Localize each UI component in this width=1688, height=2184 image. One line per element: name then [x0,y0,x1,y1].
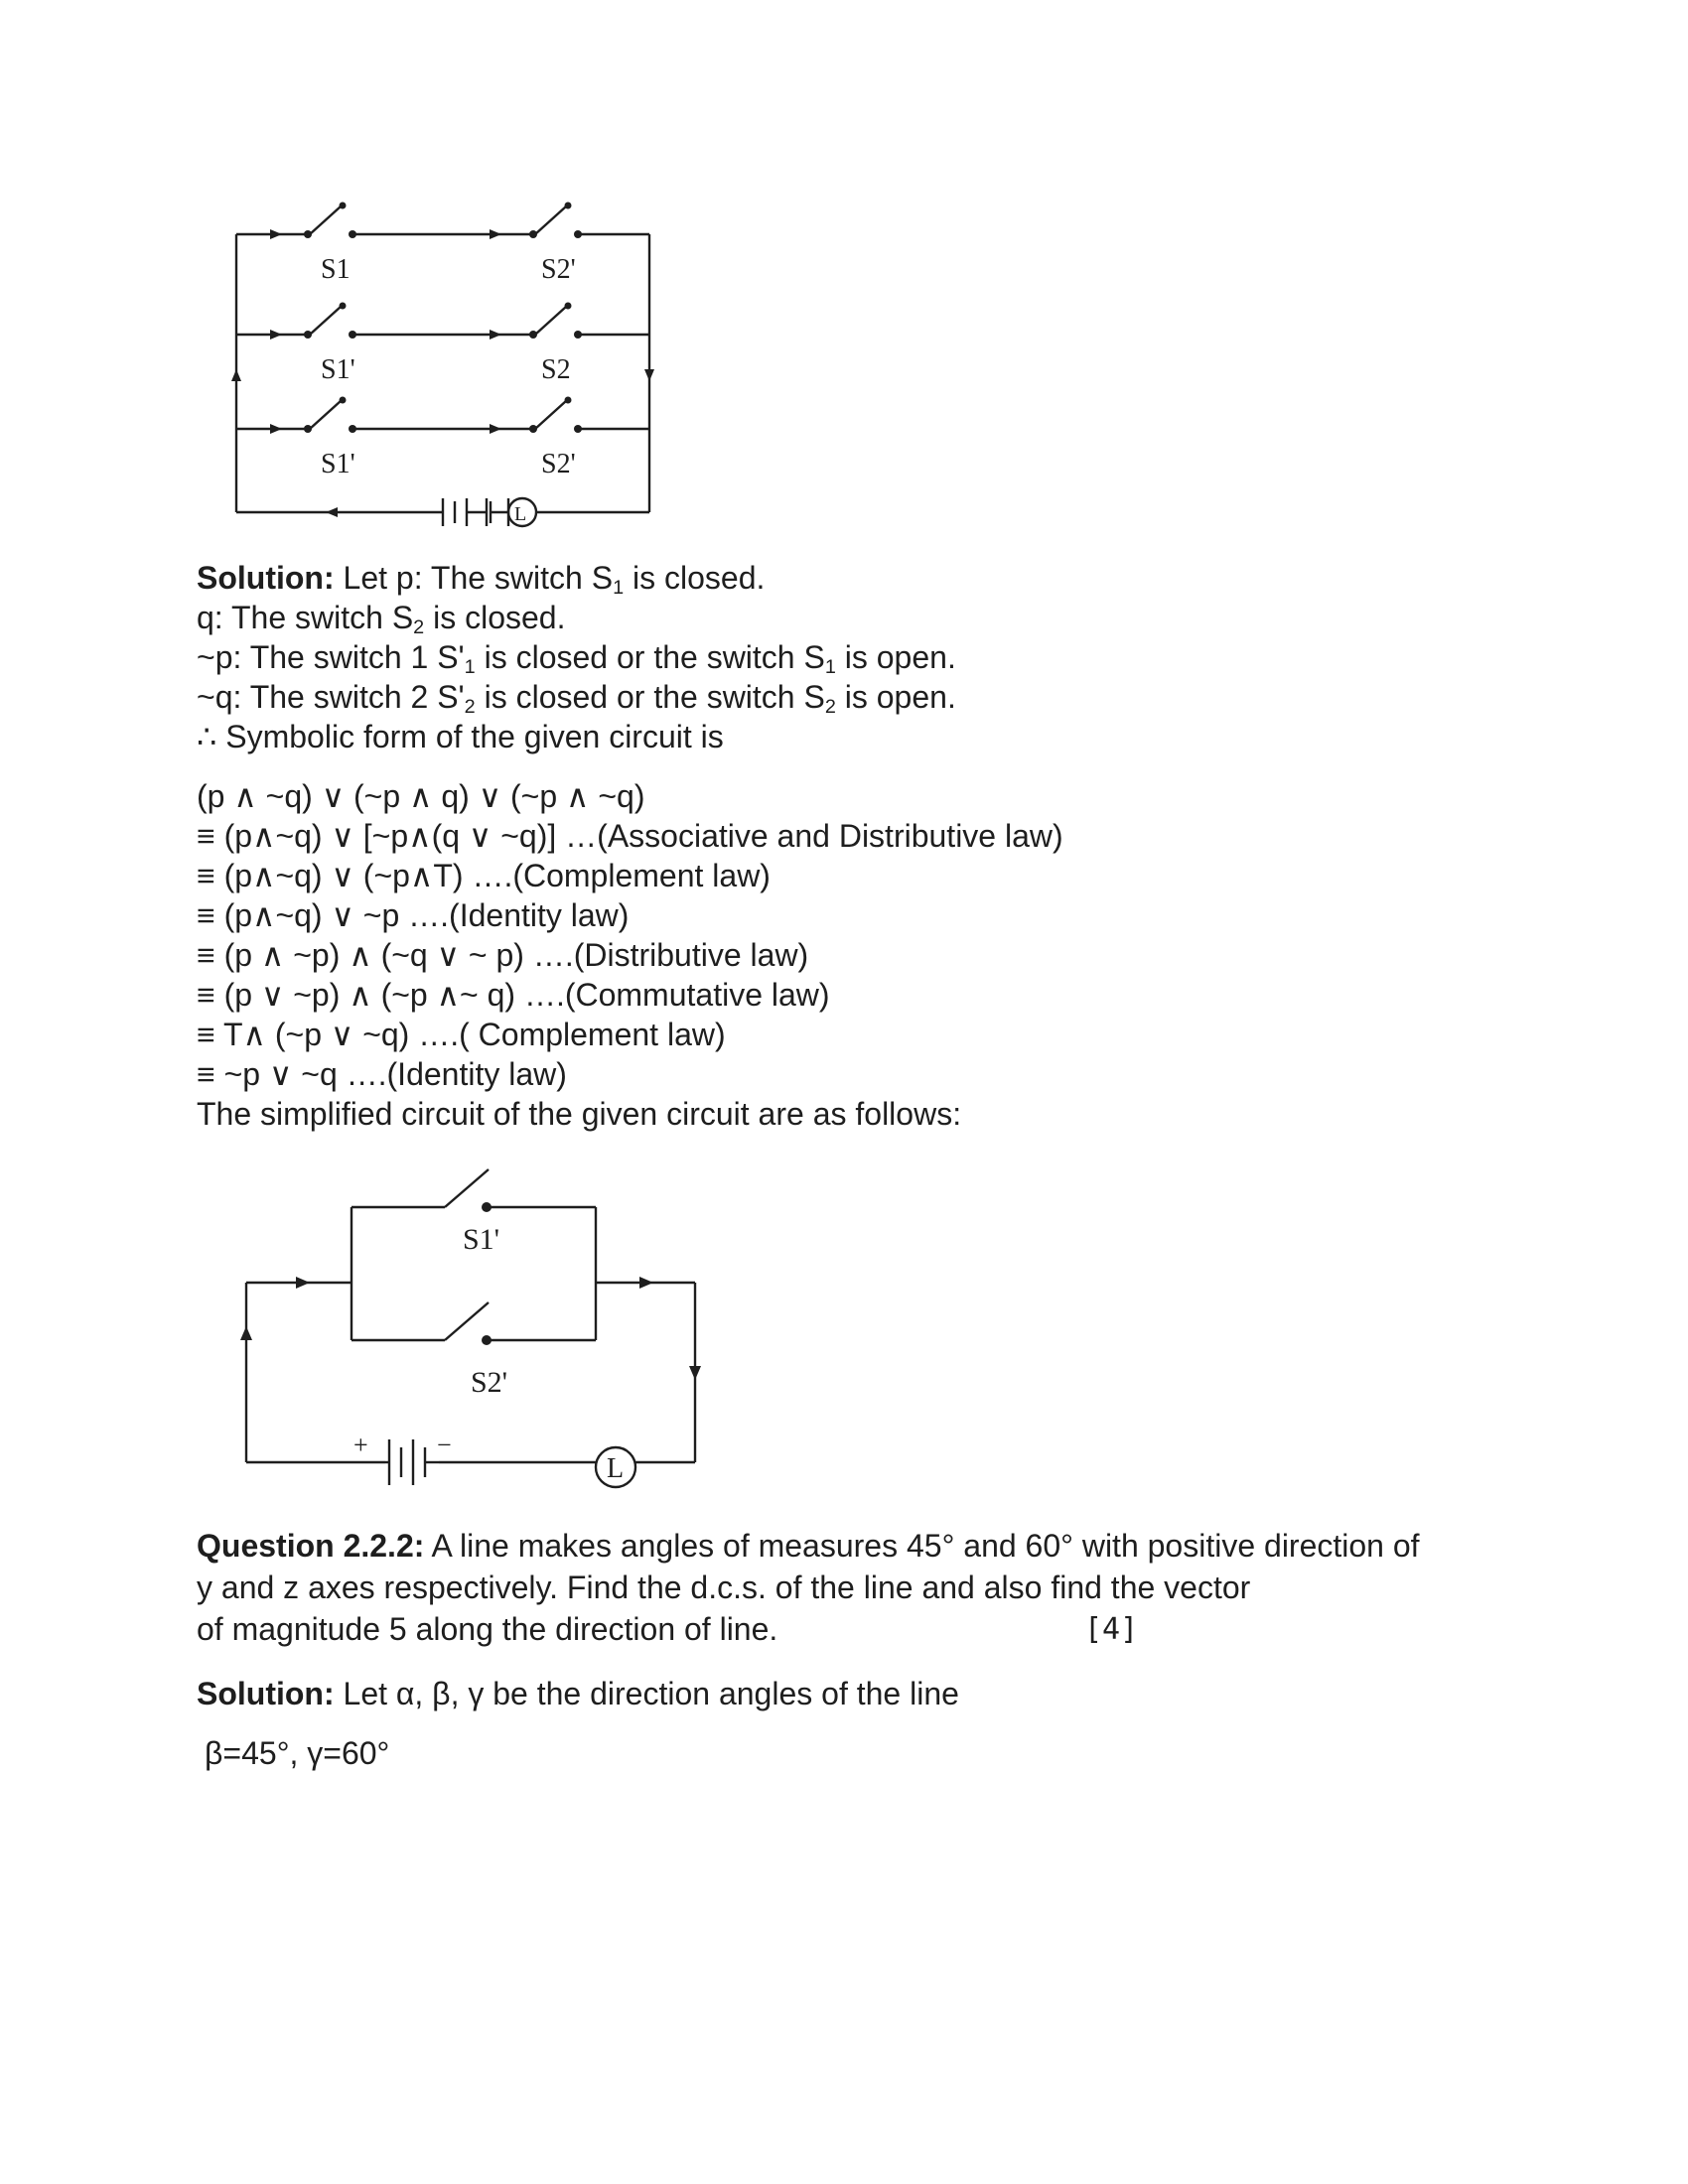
solution-conclusion: The simplified circuit of the given circuit are as follows: [197,1096,962,1132]
solution-line-1: Solution: Let p: The switch $S_1$ is closed. [197,560,766,599]
battery-minus-sign: − [437,1431,452,1459]
derivation-step: ≡ (p∧~q) ∨ ~p ….(Identity law) [197,897,630,933]
switch-label-s1-prime: S1' [321,354,355,385]
derivation-step: ≡ (p∧~q) ∨ (~p∧T) ….(Complement law) [197,858,771,893]
question-line-1: Question 2.2.2: A line makes angles of measures 45° and 60° with positive direction of [197,1528,1420,1564]
solution2-line-1: Solution: Let α, β, γ be the direction angles of the line [197,1676,959,1711]
marks-label: [4] [1084,1612,1139,1647]
switch-label-s2-prime: S2' [541,449,576,479]
lamp-label: L [607,1453,625,1484]
circuit-diagram-original [0,0,695,556]
solution2-line-2: β=45°, γ=60° [205,1735,390,1771]
circuit-diagram-simplified [0,1142,755,1519]
solution-line-2: q: The switch $S_2$ is closed. [197,600,566,638]
derivation-step: (p ∧ ~q) ∨ (~p ∧ q) ∨ (~p ∧ ~q) [197,778,645,814]
derivation-step: ≡ T∧ (~p ∨ ~q) ….( Complement law) [197,1017,726,1052]
switch-label-s1: S1 [321,254,351,285]
switch-label-s2-prime: S2' [541,254,576,285]
switch-label-s1-prime: S1' [321,449,355,479]
question-heading: Question 2.2.2: [197,1528,425,1564]
derivation-step: ≡ (p∧~q) ∨ [~p∧(q ∨ ~q)] …(Associative and Distributive law) [197,818,1063,854]
derivation-step: ≡ (p ∧ ~p) ∧ (~q ∨ ~ p) ….(Distributive law) [197,937,809,973]
solution-heading: Solution: [197,1676,335,1711]
question-line-3: of magnitude 5 along the direction of line. [197,1611,778,1647]
switch-label-s2: S2 [541,354,571,385]
solution-heading: Solution: [197,560,335,596]
switch-label-s2-prime: S2' [471,1366,508,1399]
lamp-label: L [514,503,527,525]
switch-label-s1-prime: S1' [463,1223,500,1256]
battery-plus-sign: + [353,1431,368,1459]
question-line-2: y and z axes respectively. Find the d.c.s. of the line and also find the vector [197,1570,1251,1605]
derivation-step: ≡ (p ∨ ~p) ∧ (~p ∧~ q) ….(Commutative law) [197,977,830,1013]
solution-line-4: ~q: The switch 2 $S'_2$ is closed or the switch $S_2$ is open. [197,679,956,718]
solution-line-3: ~p: The switch 1 $S'_1$ is closed or the switch $S_1$ is open. [197,639,956,678]
solution-line-5: ∴ Symbolic form of the given circuit is [197,719,724,754]
derivation-step: ≡ ~p ∨ ~q ….(Identity law) [197,1056,567,1092]
